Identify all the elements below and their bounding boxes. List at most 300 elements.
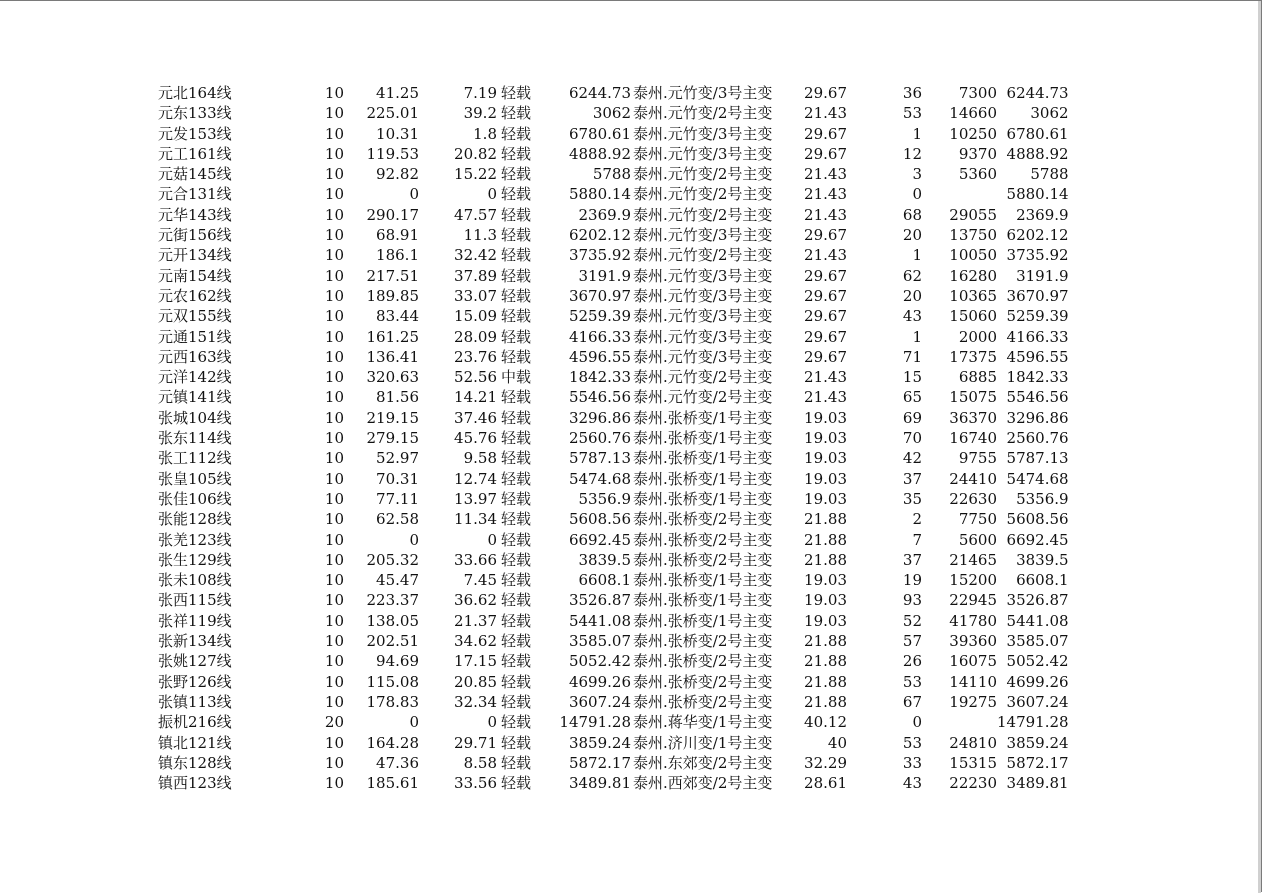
voltage-cell: 10 bbox=[324, 327, 344, 346]
current-cell: 138.05 bbox=[366, 611, 419, 630]
load-status-cell: 中载 bbox=[501, 368, 532, 387]
load-rate-cell: 37.46 bbox=[454, 408, 497, 427]
count-cell: 37 bbox=[902, 550, 922, 569]
count-cell: 57 bbox=[902, 632, 922, 651]
voltage-cell: 20 bbox=[324, 713, 344, 732]
capacity-cell: 5360 bbox=[958, 165, 997, 184]
remaining-capacity-cell: 5788 bbox=[592, 165, 631, 184]
capacity-cell: 22630 bbox=[949, 489, 997, 508]
line-name-cell: 元工161线 bbox=[158, 144, 232, 163]
remaining-capacity-cell: 6780.61 bbox=[568, 124, 631, 143]
transformer-load-cell: 29.67 bbox=[804, 124, 847, 143]
substation-cell: 泰州.元竹变/3号主变 bbox=[633, 307, 773, 326]
load-status-cell: 轻载 bbox=[501, 510, 532, 529]
current-cell: 223.37 bbox=[366, 591, 419, 610]
transformer-load-cell: 29.67 bbox=[804, 226, 847, 245]
substation-cell: 泰州.元竹变/3号主变 bbox=[633, 347, 773, 366]
load-status-cell: 轻载 bbox=[501, 550, 532, 569]
current-cell: 161.25 bbox=[366, 327, 419, 346]
remaining-capacity-cell: 1842.33 bbox=[568, 368, 631, 387]
available-capacity-cell: 4888.92 bbox=[1006, 144, 1069, 163]
load-rate-cell: 1.8 bbox=[473, 124, 497, 143]
substation-cell: 泰州.张桥变/1号主变 bbox=[633, 429, 773, 448]
load-status-cell: 轻载 bbox=[501, 307, 532, 326]
count-cell: 71 bbox=[902, 347, 922, 366]
table-row bbox=[158, 103, 1069, 123]
transformer-load-cell: 28.61 bbox=[804, 774, 847, 793]
load-rate-cell: 14.21 bbox=[454, 388, 497, 407]
capacity-cell bbox=[922, 712, 997, 732]
load-rate-cell: 21.37 bbox=[454, 611, 497, 630]
substation-cell: 泰州.元竹变/3号主变 bbox=[633, 266, 773, 285]
current-cell: 136.41 bbox=[366, 347, 419, 366]
remaining-capacity-cell: 4888.92 bbox=[568, 144, 631, 163]
table-row bbox=[158, 611, 1069, 631]
substation-cell: 泰州.张桥变/2号主变 bbox=[633, 632, 773, 651]
substation-cell: 泰州.张桥变/1号主变 bbox=[633, 489, 773, 508]
transformer-load-cell: 21.88 bbox=[804, 652, 847, 671]
count-cell: 62 bbox=[902, 266, 922, 285]
load-status-cell: 轻载 bbox=[501, 104, 532, 123]
load-rate-cell: 9.58 bbox=[463, 449, 497, 468]
load-rate-cell: 13.97 bbox=[454, 489, 497, 508]
table-row bbox=[158, 327, 1069, 347]
substation-cell: 泰州.张桥变/1号主变 bbox=[633, 571, 773, 590]
count-cell: 12 bbox=[902, 144, 922, 163]
remaining-capacity-cell: 3859.24 bbox=[568, 733, 631, 752]
load-rate-cell: 33.07 bbox=[454, 286, 497, 305]
voltage-cell: 10 bbox=[324, 286, 344, 305]
transformer-load-cell: 29.67 bbox=[804, 144, 847, 163]
load-rate-cell: 0 bbox=[487, 185, 497, 204]
load-rate-cell: 34.62 bbox=[454, 632, 497, 651]
current-cell: 83.44 bbox=[376, 307, 419, 326]
table-row bbox=[158, 83, 1069, 103]
available-capacity-cell: 1842.33 bbox=[1006, 368, 1069, 387]
line-name-cell: 张东114线 bbox=[158, 429, 232, 448]
available-capacity-cell: 3585.07 bbox=[1006, 632, 1069, 651]
voltage-cell: 10 bbox=[324, 165, 344, 184]
capacity-cell: 6885 bbox=[958, 368, 997, 387]
remaining-capacity-cell: 3296.86 bbox=[568, 408, 631, 427]
current-cell: 0 bbox=[409, 185, 419, 204]
line-name-cell: 元北164线 bbox=[158, 84, 232, 102]
load-rate-cell: 20.85 bbox=[454, 672, 497, 691]
transformer-load-cell: 32.29 bbox=[804, 753, 847, 772]
current-cell: 10.31 bbox=[376, 124, 419, 143]
voltage-cell: 10 bbox=[324, 652, 344, 671]
transformer-load-cell: 40 bbox=[827, 733, 847, 752]
line-name-cell: 张西115线 bbox=[158, 591, 232, 610]
table-row bbox=[158, 124, 1069, 144]
substation-cell: 泰州.张桥变/2号主变 bbox=[633, 550, 773, 569]
line-name-cell: 张野126线 bbox=[158, 672, 232, 691]
line-name-cell: 张羌123线 bbox=[158, 530, 232, 549]
transformer-load-cell: 19.03 bbox=[804, 408, 847, 427]
load-status-cell: 轻载 bbox=[501, 571, 532, 590]
table-row bbox=[158, 733, 1069, 753]
transformer-load-cell: 21.88 bbox=[804, 550, 847, 569]
load-rate-cell: 20.82 bbox=[454, 144, 497, 163]
current-cell: 77.11 bbox=[376, 489, 419, 508]
voltage-cell: 10 bbox=[324, 774, 344, 793]
voltage-cell: 10 bbox=[324, 347, 344, 366]
current-cell: 81.56 bbox=[376, 388, 419, 407]
count-cell: 19 bbox=[902, 571, 922, 590]
transformer-load-cell: 21.43 bbox=[804, 104, 847, 123]
count-cell: 1 bbox=[912, 124, 922, 143]
load-rate-cell: 45.76 bbox=[454, 429, 497, 448]
substation-cell: 泰州.元竹变/2号主变 bbox=[633, 165, 773, 184]
load-status-cell: 轻载 bbox=[501, 84, 532, 102]
table-row bbox=[158, 347, 1069, 367]
remaining-capacity-cell: 5356.9 bbox=[578, 489, 631, 508]
count-cell: 67 bbox=[902, 692, 922, 711]
load-status-cell: 轻载 bbox=[501, 713, 532, 732]
current-cell: 225.01 bbox=[366, 104, 419, 123]
voltage-cell: 10 bbox=[324, 246, 344, 265]
voltage-cell: 10 bbox=[324, 530, 344, 549]
available-capacity-cell: 5880.14 bbox=[1006, 185, 1069, 204]
available-capacity-cell: 3670.97 bbox=[1006, 286, 1069, 305]
load-rate-cell: 0 bbox=[487, 713, 497, 732]
transformer-load-cell: 21.88 bbox=[804, 530, 847, 549]
substation-cell: 泰州.元竹变/2号主变 bbox=[633, 368, 773, 387]
capacity-cell: 9370 bbox=[958, 144, 997, 163]
available-capacity-cell: 6692.45 bbox=[1006, 530, 1069, 549]
substation-cell: 泰州.元竹变/2号主变 bbox=[633, 104, 773, 123]
remaining-capacity-cell: 3839.5 bbox=[578, 550, 631, 569]
available-capacity-cell: 2369.9 bbox=[1016, 205, 1069, 224]
voltage-cell: 10 bbox=[324, 429, 344, 448]
current-cell: 189.85 bbox=[366, 286, 419, 305]
line-name-cell: 元双155线 bbox=[158, 307, 232, 326]
load-rate-cell: 8.58 bbox=[463, 753, 497, 772]
voltage-cell: 10 bbox=[324, 611, 344, 630]
load-rate-cell: 28.09 bbox=[454, 327, 497, 346]
current-cell: 41.25 bbox=[376, 84, 419, 102]
current-cell: 217.51 bbox=[366, 266, 419, 285]
table-row bbox=[158, 205, 1069, 225]
table-row bbox=[158, 489, 1069, 509]
remaining-capacity-cell: 6244.73 bbox=[568, 84, 631, 102]
voltage-cell: 10 bbox=[324, 205, 344, 224]
current-cell: 45.47 bbox=[376, 571, 419, 590]
current-cell: 164.28 bbox=[366, 733, 419, 752]
transformer-load-cell: 19.03 bbox=[804, 571, 847, 590]
table-row bbox=[158, 509, 1069, 529]
remaining-capacity-cell: 5546.56 bbox=[568, 388, 631, 407]
current-cell: 290.17 bbox=[366, 205, 419, 224]
load-status-cell: 轻载 bbox=[501, 753, 532, 772]
voltage-cell: 10 bbox=[324, 388, 344, 407]
table-row bbox=[158, 408, 1069, 428]
current-cell: 0 bbox=[409, 713, 419, 732]
capacity-cell: 41780 bbox=[949, 611, 997, 630]
table-row bbox=[158, 164, 1069, 184]
remaining-capacity-cell: 5259.39 bbox=[568, 307, 631, 326]
count-cell: 65 bbox=[902, 388, 922, 407]
substation-cell: 泰州.元竹变/2号主变 bbox=[633, 388, 773, 407]
line-name-cell: 元开134线 bbox=[158, 246, 232, 265]
current-cell: 219.15 bbox=[366, 408, 419, 427]
load-status-cell: 轻载 bbox=[501, 652, 532, 671]
load-status-cell: 轻载 bbox=[501, 429, 532, 448]
load-rate-cell: 29.71 bbox=[454, 733, 497, 752]
available-capacity-cell: 3062 bbox=[1030, 104, 1069, 123]
remaining-capacity-cell: 4699.26 bbox=[568, 672, 631, 691]
capacity-cell: 7300 bbox=[958, 84, 997, 102]
transformer-load-cell: 21.43 bbox=[804, 388, 847, 407]
table-row bbox=[158, 672, 1069, 692]
capacity-cell: 10250 bbox=[949, 124, 997, 143]
substation-cell: 泰州.张桥变/2号主变 bbox=[633, 692, 773, 711]
available-capacity-cell: 5474.68 bbox=[1006, 469, 1069, 488]
line-name-cell: 张皇105线 bbox=[158, 469, 232, 488]
transformer-load-cell: 19.03 bbox=[804, 611, 847, 630]
available-capacity-cell: 5441.08 bbox=[1006, 611, 1069, 630]
table-row bbox=[158, 387, 1069, 407]
current-cell: 47.36 bbox=[376, 753, 419, 772]
capacity-cell: 14110 bbox=[949, 672, 997, 691]
capacity-cell bbox=[922, 184, 997, 204]
count-cell: 93 bbox=[902, 591, 922, 610]
load-status-cell: 轻载 bbox=[501, 469, 532, 488]
transformer-load-cell: 21.88 bbox=[804, 632, 847, 651]
substation-cell: 泰州.元竹变/2号主变 bbox=[633, 185, 773, 204]
capacity-cell: 5600 bbox=[958, 530, 997, 549]
substation-cell: 泰州.张桥变/2号主变 bbox=[633, 672, 773, 691]
transformer-load-cell: 29.67 bbox=[804, 327, 847, 346]
voltage-cell: 10 bbox=[324, 408, 344, 427]
table-row bbox=[158, 530, 1069, 550]
remaining-capacity-cell: 3735.92 bbox=[568, 246, 631, 265]
remaining-capacity-cell: 6202.12 bbox=[568, 226, 631, 245]
count-cell: 68 bbox=[902, 205, 922, 224]
capacity-cell: 24410 bbox=[949, 469, 997, 488]
table-row bbox=[158, 245, 1069, 265]
remaining-capacity-cell: 3607.24 bbox=[568, 692, 631, 711]
line-name-cell: 元西163线 bbox=[158, 347, 232, 366]
load-status-cell: 轻载 bbox=[501, 408, 532, 427]
line-name-cell: 张生129线 bbox=[158, 550, 232, 569]
remaining-capacity-cell: 3670.97 bbox=[568, 286, 631, 305]
current-cell: 186.1 bbox=[376, 246, 419, 265]
available-capacity-cell: 6244.73 bbox=[1006, 84, 1069, 102]
count-cell: 1 bbox=[912, 246, 922, 265]
current-cell: 94.69 bbox=[376, 652, 419, 671]
available-capacity-cell: 4596.55 bbox=[1006, 347, 1069, 366]
substation-cell: 泰州.蒋华变/1号主变 bbox=[633, 713, 773, 732]
line-name-cell: 元镇141线 bbox=[158, 388, 232, 407]
capacity-cell: 15200 bbox=[949, 571, 997, 590]
substation-cell: 泰州.元竹变/2号主变 bbox=[633, 205, 773, 224]
transformer-load-cell: 19.03 bbox=[804, 489, 847, 508]
transformer-load-cell: 19.03 bbox=[804, 429, 847, 448]
load-rate-cell: 12.74 bbox=[454, 469, 497, 488]
count-cell: 33 bbox=[902, 753, 922, 772]
count-cell: 43 bbox=[902, 307, 922, 326]
count-cell: 3 bbox=[912, 165, 922, 184]
voltage-cell: 10 bbox=[324, 124, 344, 143]
available-capacity-cell: 5052.42 bbox=[1006, 652, 1069, 671]
transformer-load-cell: 19.03 bbox=[804, 469, 847, 488]
available-capacity-cell: 2560.76 bbox=[1006, 429, 1069, 448]
load-status-cell: 轻载 bbox=[501, 449, 532, 468]
current-cell: 320.63 bbox=[366, 368, 419, 387]
transformer-load-cell: 29.67 bbox=[804, 347, 847, 366]
voltage-cell: 10 bbox=[324, 733, 344, 752]
load-status-cell: 轻载 bbox=[501, 733, 532, 752]
remaining-capacity-cell: 5608.56 bbox=[568, 510, 631, 529]
table-row bbox=[158, 184, 1069, 204]
current-cell: 202.51 bbox=[366, 632, 419, 651]
line-name-cell: 元南154线 bbox=[158, 266, 232, 285]
transformer-load-cell: 40.12 bbox=[804, 713, 847, 732]
remaining-capacity-cell: 4596.55 bbox=[568, 347, 631, 366]
table-row bbox=[158, 712, 1069, 732]
current-cell: 178.83 bbox=[366, 692, 419, 711]
remaining-capacity-cell: 14791.28 bbox=[559, 713, 631, 732]
count-cell: 53 bbox=[902, 104, 922, 123]
available-capacity-cell: 5259.39 bbox=[1006, 307, 1069, 326]
current-cell: 52.97 bbox=[376, 449, 419, 468]
remaining-capacity-cell: 2369.9 bbox=[578, 205, 631, 224]
available-capacity-cell: 3526.87 bbox=[1006, 591, 1069, 610]
count-cell: 1 bbox=[912, 327, 922, 346]
transformer-load-cell: 21.43 bbox=[804, 205, 847, 224]
feeder-load-table bbox=[158, 83, 1069, 793]
line-name-cell: 张新134线 bbox=[158, 632, 232, 651]
available-capacity-cell: 3191.9 bbox=[1016, 266, 1069, 285]
voltage-cell: 10 bbox=[324, 307, 344, 326]
load-rate-cell: 33.56 bbox=[454, 774, 497, 793]
table-row bbox=[158, 570, 1069, 590]
count-cell: 53 bbox=[902, 733, 922, 752]
load-rate-cell: 52.56 bbox=[454, 368, 497, 387]
load-status-cell: 轻载 bbox=[501, 124, 532, 143]
load-rate-cell: 32.42 bbox=[454, 246, 497, 265]
substation-cell: 泰州.元竹变/3号主变 bbox=[633, 84, 773, 102]
current-cell: 0 bbox=[409, 530, 419, 549]
table-row bbox=[158, 144, 1069, 164]
capacity-cell: 10050 bbox=[949, 246, 997, 265]
load-status-cell: 轻载 bbox=[501, 144, 532, 163]
current-cell: 119.53 bbox=[366, 144, 419, 163]
transformer-load-cell: 29.67 bbox=[804, 84, 847, 102]
line-name-cell: 元洋142线 bbox=[158, 368, 232, 387]
load-rate-cell: 39.2 bbox=[463, 104, 497, 123]
remaining-capacity-cell: 4166.33 bbox=[568, 327, 631, 346]
remaining-capacity-cell: 5787.13 bbox=[568, 449, 631, 468]
load-rate-cell: 11.34 bbox=[454, 510, 497, 529]
load-rate-cell: 33.66 bbox=[454, 550, 497, 569]
remaining-capacity-cell: 3191.9 bbox=[578, 266, 631, 285]
load-status-cell: 轻载 bbox=[501, 591, 532, 610]
available-capacity-cell: 14791.28 bbox=[997, 713, 1069, 732]
substation-cell: 泰州.元竹变/2号主变 bbox=[633, 246, 773, 265]
available-capacity-cell: 4166.33 bbox=[1006, 327, 1069, 346]
available-capacity-cell: 6202.12 bbox=[1006, 226, 1069, 245]
current-cell: 185.61 bbox=[366, 774, 419, 793]
load-status-cell: 轻载 bbox=[501, 286, 532, 305]
capacity-cell: 2000 bbox=[958, 327, 997, 346]
voltage-cell: 10 bbox=[324, 632, 344, 651]
transformer-load-cell: 19.03 bbox=[804, 449, 847, 468]
load-status-cell: 轻载 bbox=[501, 185, 532, 204]
table-row bbox=[158, 306, 1069, 326]
remaining-capacity-cell: 3585.07 bbox=[568, 632, 631, 651]
transformer-load-cell: 21.43 bbox=[804, 185, 847, 204]
substation-cell: 泰州.东郊变/2号主变 bbox=[633, 753, 773, 772]
load-status-cell: 轻载 bbox=[501, 165, 532, 184]
line-name-cell: 张镇113线 bbox=[158, 692, 232, 711]
table-row bbox=[158, 286, 1069, 306]
line-name-cell: 张能128线 bbox=[158, 510, 232, 529]
substation-cell: 泰州.元竹变/3号主变 bbox=[633, 124, 773, 143]
load-status-cell: 轻载 bbox=[501, 632, 532, 651]
capacity-cell: 21465 bbox=[949, 550, 997, 569]
count-cell: 7 bbox=[912, 530, 922, 549]
table-row bbox=[158, 367, 1069, 387]
substation-cell: 泰州.元竹变/3号主变 bbox=[633, 226, 773, 245]
available-capacity-cell: 5872.17 bbox=[1006, 753, 1069, 772]
capacity-cell: 7750 bbox=[958, 510, 997, 529]
load-rate-cell: 32.34 bbox=[454, 692, 497, 711]
load-rate-cell: 23.76 bbox=[454, 347, 497, 366]
line-name-cell: 元华143线 bbox=[158, 205, 232, 224]
line-name-cell: 张工112线 bbox=[158, 449, 232, 468]
available-capacity-cell: 6780.61 bbox=[1006, 124, 1069, 143]
transformer-load-cell: 21.88 bbox=[804, 510, 847, 529]
line-name-cell: 张祥119线 bbox=[158, 611, 232, 630]
capacity-cell: 15075 bbox=[949, 388, 997, 407]
load-status-cell: 轻载 bbox=[501, 246, 532, 265]
capacity-cell: 15315 bbox=[949, 753, 997, 772]
load-status-cell: 轻载 bbox=[501, 692, 532, 711]
transformer-load-cell: 29.67 bbox=[804, 307, 847, 326]
count-cell: 20 bbox=[902, 226, 922, 245]
capacity-cell: 14660 bbox=[949, 104, 997, 123]
transformer-load-cell: 21.43 bbox=[804, 165, 847, 184]
load-rate-cell: 15.22 bbox=[454, 165, 497, 184]
capacity-cell: 29055 bbox=[949, 205, 997, 224]
current-cell: 205.32 bbox=[366, 550, 419, 569]
voltage-cell: 10 bbox=[324, 550, 344, 569]
table-row bbox=[158, 692, 1069, 712]
count-cell: 36 bbox=[902, 84, 922, 102]
table-row bbox=[158, 753, 1069, 773]
available-capacity-cell: 3607.24 bbox=[1006, 692, 1069, 711]
load-rate-cell: 7.45 bbox=[463, 571, 497, 590]
voltage-cell: 10 bbox=[324, 591, 344, 610]
available-capacity-cell: 3735.92 bbox=[1006, 246, 1069, 265]
load-rate-cell: 36.62 bbox=[454, 591, 497, 610]
load-status-cell: 轻载 bbox=[501, 266, 532, 285]
line-name-cell: 镇西123线 bbox=[158, 774, 232, 793]
load-rate-cell: 11.3 bbox=[463, 226, 497, 245]
current-cell: 115.08 bbox=[366, 672, 419, 691]
current-cell: 92.82 bbox=[376, 165, 419, 184]
available-capacity-cell: 4699.26 bbox=[1006, 672, 1069, 691]
table-row bbox=[158, 590, 1069, 610]
substation-cell: 泰州.张桥变/1号主变 bbox=[633, 469, 773, 488]
load-rate-cell: 17.15 bbox=[454, 652, 497, 671]
capacity-cell: 36370 bbox=[949, 408, 997, 427]
load-rate-cell: 47.57 bbox=[454, 205, 497, 224]
transformer-load-cell: 21.88 bbox=[804, 692, 847, 711]
remaining-capacity-cell: 5880.14 bbox=[568, 185, 631, 204]
